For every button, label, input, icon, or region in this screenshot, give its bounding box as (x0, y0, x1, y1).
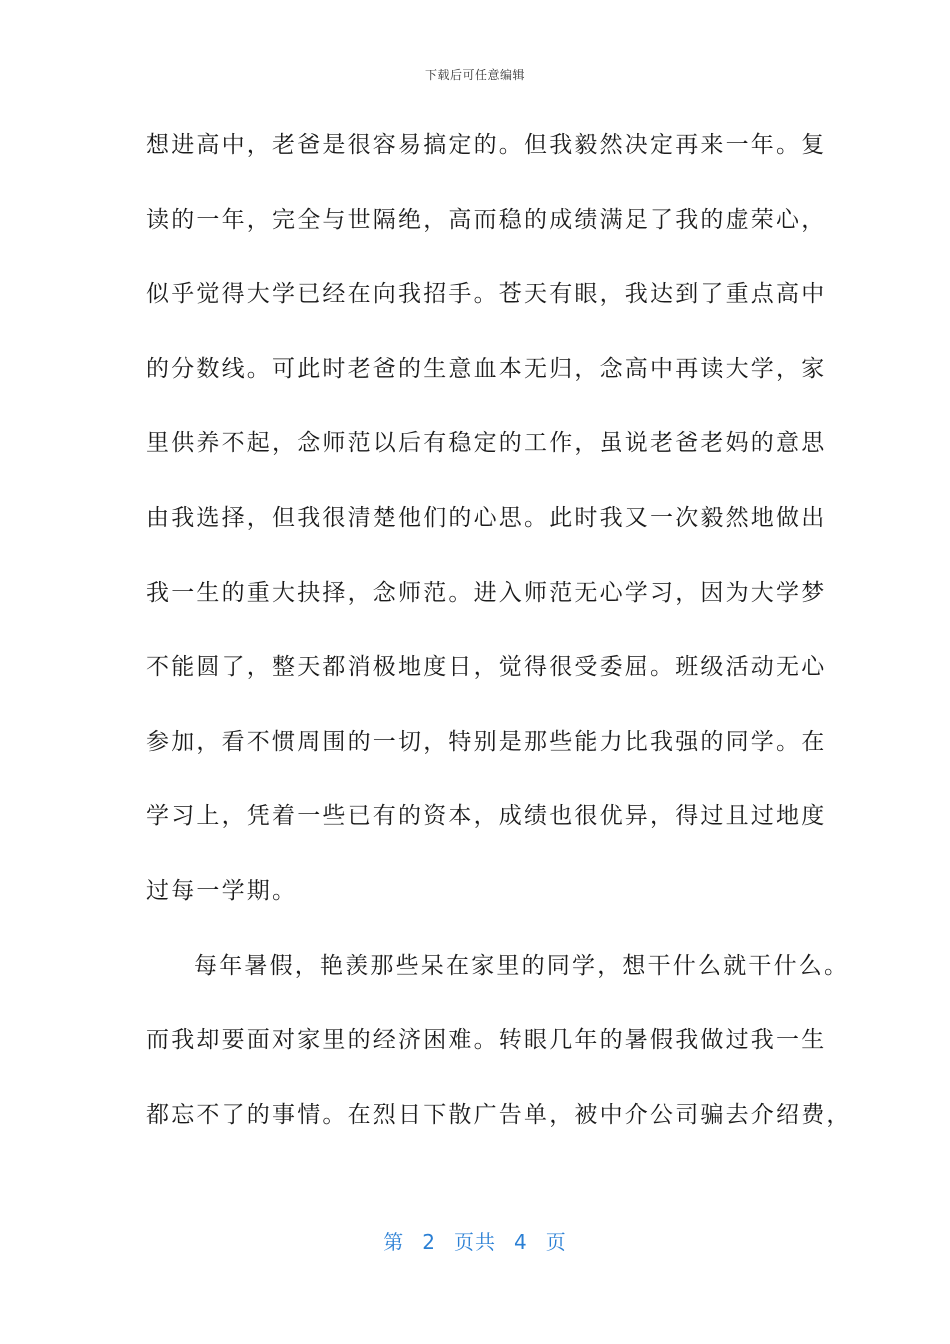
current-page-number: 2 (422, 1230, 436, 1254)
header-note: 下载后可任意编辑 (424, 68, 525, 82)
total-pages-number: 4 (514, 1230, 528, 1254)
text-line: 过每一学期。 (146, 877, 298, 904)
page-prefix: 第 (383, 1230, 405, 1254)
text-line: 读的一年，完全与世隔绝，高而稳的成绩满足了我的虚荣心， (146, 206, 827, 233)
text-line: 参加，看不惯周围的一切，特别是那些能力比我强的同学。在 (146, 728, 827, 755)
document-body (146, 122, 852, 1166)
text-line: 不能圆了，整天都消极地度日，觉得很受委屈。班级活动无心 (146, 654, 827, 681)
text-line: 里供养不起，念师范以后有稳定的工作，虽说老爸老妈的意思 (146, 430, 827, 457)
text-line: 想进高中，老爸是很容易搞定的。但我毅然决定再来一年。复 (146, 132, 827, 158)
text-line: 都忘不了的事情。在烈日下散广告单，被中介公司骗去介绍费， (146, 1101, 852, 1128)
text-line: 由我选择，但我很清楚他们的心思。此时我又一次毅然地做出 (146, 504, 827, 531)
text-line: 的分数线。可此时老爸的生意血本无归，念高中再读大学，家 (146, 355, 827, 382)
text-line: 而我却要面对家里的经济困难。转眼几年的暑假我做过我一生 (146, 1027, 827, 1054)
text-line: 学习上，凭着一些已有的资本，成绩也很优异，得过且过地度 (146, 803, 827, 830)
page-middle-text: 页共 (454, 1230, 496, 1254)
text-line: 似乎觉得大学已经在向我招手。苍天有眼，我达到了重点高中 (146, 281, 827, 308)
page-number-footer (0, 1226, 950, 1255)
page-suffix: 页 (545, 1230, 567, 1254)
text-line: 我一生的重大抉择，念师范。进入师范无心学习，因为大学梦 (146, 579, 827, 606)
text-line-indented: 每年暑假，艳羡那些呆在家里的同学，想干什么就干什么。 (194, 952, 850, 979)
